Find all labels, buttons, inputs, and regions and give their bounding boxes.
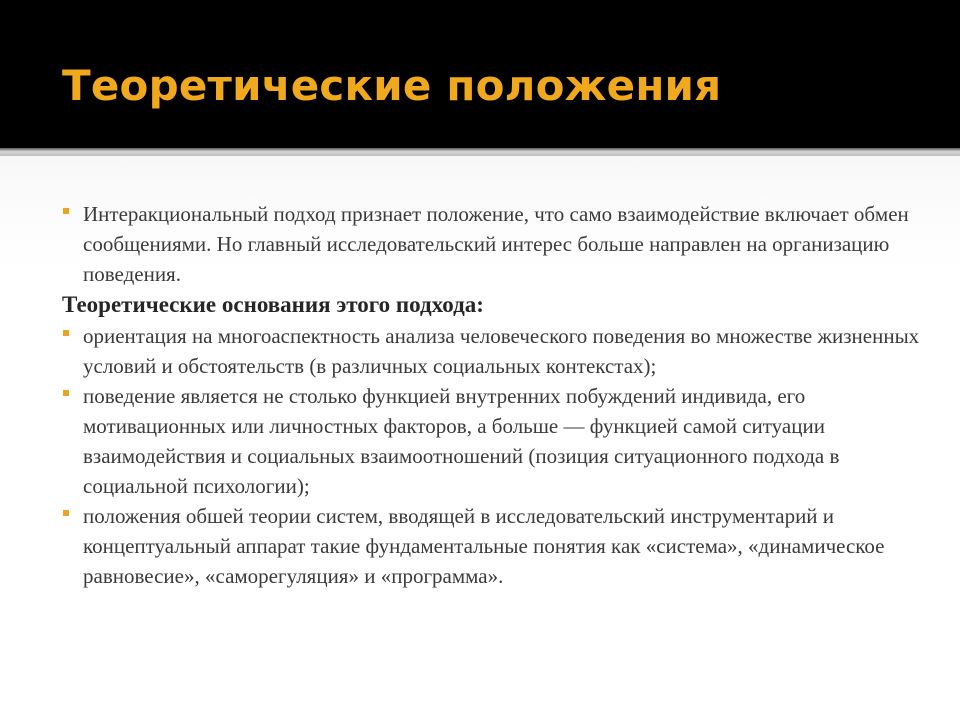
title-band	[0, 0, 960, 148]
bullet-item-2	[62, 381, 922, 501]
bullet-text-2: поведение является не столько функцией внутренних побуждений индивида, его мотивационных или личностных факторов, а больше — функцией самой ситуации взаимодействия и социальных взаимоотношений (позиция ситуационного подхода в социальной психологии);	[83, 384, 840, 498]
title-divider	[0, 148, 960, 156]
bullet-item-1	[62, 321, 922, 381]
bullet-text-3: положения обшей теории систем, вводящей в исследовательский инструментарий и концептуальный аппарат такие фундаментальные понятия как «система», «динамическое равновесие», «саморегуляция» и «программа».	[83, 504, 885, 588]
bullet-text-1: ориентация на многоаспектность анализа человеческого поведения во множестве жизненных условий и обстоятельств (в различных социальных контекстах);	[83, 324, 920, 378]
square-bullet-icon	[63, 510, 69, 516]
bullet-item-3	[62, 501, 922, 591]
slide-content	[62, 199, 922, 591]
section-subheading: Теоретические основания этого подхода:	[62, 292, 484, 317]
intro-paragraph: Интеракциональный подход признает положение, что само взаимодействие включает обмен сообщениями. Но главный исследовательский интерес больше направлен на организацию поведения.	[83, 202, 909, 286]
slide-title: Теоретические положения	[62, 61, 722, 110]
square-bullet-icon	[63, 390, 69, 396]
square-bullet-icon	[63, 330, 69, 336]
bullet-item-intro	[62, 199, 922, 289]
square-bullet-icon	[63, 208, 69, 214]
